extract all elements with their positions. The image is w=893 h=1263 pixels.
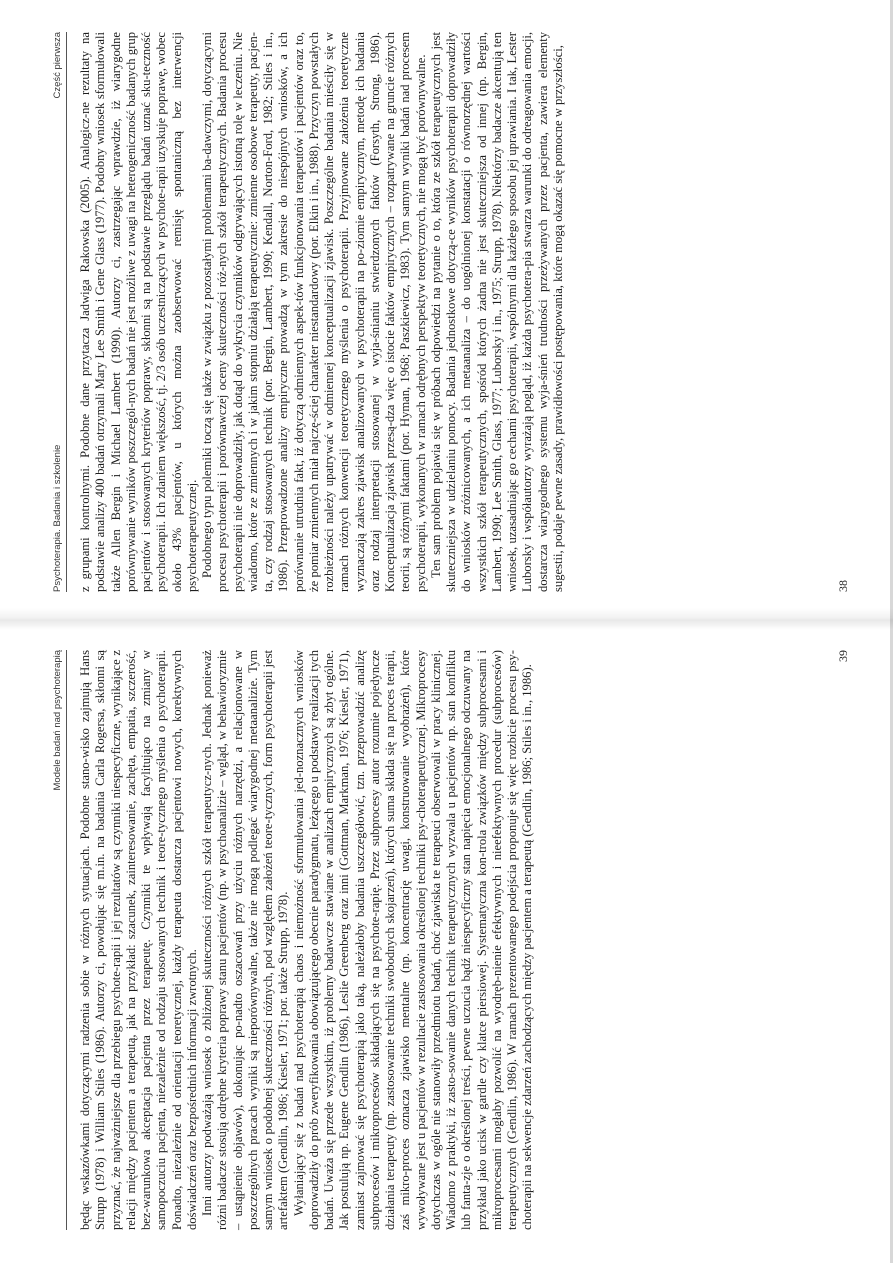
running-head-part: Część pierwsza bbox=[52, 32, 63, 99]
book-page-39 bbox=[40, 650, 850, 1230]
body-text bbox=[78, 32, 566, 592]
page-number: 39 bbox=[836, 650, 850, 662]
running-head bbox=[52, 650, 67, 1230]
running-head-title: Psychoterapia. Badania i szkolenie bbox=[52, 444, 63, 592]
book-page-38 bbox=[40, 32, 850, 592]
paragraph: Podobnego typu polemiki toczą się także w związku z pozostałymi problemami ba-dawczymi, dotyczącymi procesu psychoterapii i porównawczej oceny skuteczności róż-nych szkół terapeutycznych. Badania procesu psychoterapii nie doprowadziły, jak dotąd do wykrycia czynników odgrywających istotną rolę w leczeniu. Nie wiadomo, które ze zmiennych i w jakim stopniu działają terapeutycznie: zmienne osobowe terapeuty, pacjen-ta, czy rodzaj stosowanych technik (por. Bergin, Lambert, 1990; Kendall, Norton-Ford, 1982; Stiles i in., 1986). Przeprowadzone analizy empiryczne prowadzą w tym zakresie do niespójnych wniosków, a ich porównanie utrudnia fakt, iż dotyczą odmiennych aspek-tów funkcjonowania terapeutów i pacjentów oraz to, że pomiar zmiennych miał najczę-ściej charakter niestandardowy (por. Elkin i in., 1988). Przyczyn powstałych rozbieżności należy upatrywać w odmiennej konceptualizacji zjawisk. Poszczególne badania mieściły się w ramach różnych konwencji teoretycznego myślenia o psychoterapii. Przyjmowane założenia teoretyczne wyznaczają zakres zjawisk analizowanych w psychoterapii na po-ziomie empirycznym, metodę ich badania oraz rodzaj interpretacji stosowanej w wyja-śnianiu stwierdzonych faktów (Forsyth, Strong, 1986). Konceptualizacja zjawisk przesą-dza więc o istocie faktów empirycznych – rozpatrywane na gruncie różnych teorii, są różnymi faktami (por. Hyman, 1968; Paszkiewicz, 1983). Tym samym wyniki badań nad procesem psychoterapii, wykonanych w ramach odrębnych perspektyw teoretycznych, nie mogą być porównywalne. bbox=[200, 32, 428, 592]
running-head-chapter: Modele badań nad psychoterapią bbox=[52, 650, 63, 791]
paragraph: będąc wskazówkami dotyczącymi radzenia sobie w różnych sytuacjach. Podobne stano-wisko zajmują Hans Strupp (1978) i William Stiles (1986). Autorzy ci, powołując się m.in. na badania Carla Rogersa, skłonni są przyznać, że najważniejsze dla przebiegu psychote-rapii i jej rezultatów są czynniki niespecyficzne, wynikające z relacji między pacjentem a terapeutą, jak na przykład: szacunek, zainteresowanie, zachęta, empatia, szczerość, bez-warunkowa akceptacja pacjenta przez terapeutę. Czynniki te wpływają facylitująco na zmiany w samopoczuciu pacjenta, niezależnie od rodzaju stosowanych technik i teore-tycznego myślenia o psychoterapii. Ponadto, niezależnie od orientacji teoretycznej, każdy terapeuta dostarcza pacjentowi nowych, korektywnych doświadczeń oraz bezpośrednich informacji zwrotnych. bbox=[78, 650, 199, 1230]
body-text bbox=[78, 650, 536, 1230]
running-head bbox=[52, 32, 67, 592]
paragraph: Ten sam problem pojawia się w próbach odpowiedzi na pytanie o to, która ze szkół terapeutycznych jest skuteczniejsza w udzielaniu pomocy. Badania jednostkowe dotyczą-ce wyników psychoterapii doprowadziły do wniosków zróżnicowanych, a ich metaanaliza – do uogólnionej konstatacji o równorzędnej wartości wszystkich szkół terapeutycznych, spośród których żadna nie jest skuteczniejsza od innej (np. Bergin, Lambert, 1990; Lee Smith, Glass, 1977; Luborsky i in., 1975; Strupp, 1978). Niektórzy badacze akcentują ten wniosek, uzasadniając go cechami psychoterapii, wspólnymi dla każdego sposobu jej uprawiania. I tak, Lester Luborsky i współautorzy wyrażają pogląd, iż każda psychotera-pia stwarza warunki do odreagowania emocji, dostarcza wiarygodnego systemu wyja-śnień trudności przeżywanych przez pacjenta, zawiera elementy sugestii, podaje pewne zasady, prawidłowości postępowania, które mogą okazać się pomocne w przyszłości, bbox=[428, 32, 565, 592]
page-number: 38 bbox=[836, 580, 850, 592]
page-gutter bbox=[0, 608, 893, 630]
paragraph: Inni autorzy podważają wniosek o zbliżonej skuteczności różnych szkół terapeutycz-nych. Jednak ponieważ różni badacze stosują odrębne kryteria poprawy stanu pacjentów (np. w psychoanalizie – wgląd, w behawioryzmie – ustąpienie objawów), dokonując po-nadto oszacowań przy użyciu różnych narzędzi, a relacjonowane w poszczególnych pracach wyniki są nieporównywalne, także nie mogą podlegać wiarygodnej metaanalizie. Tym samym wniosek o podobnej skuteczności różnych, pod względem założeń teore-tycznych, form psychoterapii jest artefaktem (Gendlin, 1986; Kiesler, 1971; por. także Strupp, 1978). bbox=[200, 650, 291, 1230]
paragraph: Wyłaniający się z badań nad psychoterapią chaos i niemożność sformułowania jed-noznacznych wniosków doprowadziły do prób zweryfikowania obowiązującego obecnie paradygmatu, leżącego u podstawy realizacji tych badań. Uważa się przede wszystkim, iż problemy badawcze stawiane w analizach empirycznych są zbyt ogólne. Jak postulują np. Eugene Gendlin (1986), Leslie Greenberg oraz inni (Gottman, Markman, 1976; Kiesler, 1971), zamiast zajmować się psychoterapią jako taką, należałoby badania uszczegółowić, tzn. przeprowadzić analizę subprocesów i mikroprocesów składających się na psychote-rapię. Przez subprocesy autor rozumie pojedyncze działania terapeuty (np. zastosowanie techniki swobodnych skojarzeń), których suma składa się na proces terapii, zaś mikro-proces oznacza zjawisko mentalne (np. koncentrację uwagi, konstruowanie wyobrażeń), które wywoływane jest u pacjentów w rezultacie zastosowania określonej techniki psy-choterapeutycznej. Mikroprocesy dotychczas w ogóle nie stanowiły przedmiotu badań, choć zjawiska te terapeuci obserwowali w pracy klinicznej. Wiadomo z praktyki, iż zasto-sowanie danych technik terapeutycznych wyzwala u pacjentów np. stan konfliktu lub fanta-zje o określonej treści, pewne uczucia bądź niespecyficzny stan napięcia emocjonalnego odczuwany na przykład jako ucisk w gardle czy klatce piersiowej. Systematyczna kon-trola związków między subprocesami i mikroprocesami mogłaby pozwolić na wyodręb-nienie efektywnych i nieefektywnych procedur (subprocesów) terapeutycznych (Gendlin, 1986). W ramach prezentowanego podejścia proponuje się więc rozbicie procesu psy-choterapii na sekwencje zdarzeń zachodzących między pacjentem a terapeutą (Gendlin, 1986; Stiles i in., 1986). bbox=[291, 650, 535, 1230]
paragraph: z grupami kontrolnymi. Podobne dane przytacza Jadwiga Rakowska (2005). Analogicz-ne rezultaty na podstawie analizy 400 badań otrzymali Mary Lee Smith i Gene Glass (1977). Podobny wniosek sformułowali także Allen Bergin i Michael Lambert (1990). Autorzy ci, zastrzegając wprawdzie, iż wiarygodne porównywanie wyników poszczegól-nych badań nie jest możliwe z uwagi na heterogeniczność badanych grup pacjentów i stosowanych kryteriów poprawy, skłonni są na podstawie przeglądu badań uznać sku-teczność psychoterapii. Ich zdaniem większość, tj. 2/3 osób uczestniczących w psychote-rapii uzyskuje poprawę, wobec około 43% pacjentów, u których można zaobserwować remisję spontaniczną bez interwencji psychoterapeutycznej. bbox=[78, 32, 199, 592]
